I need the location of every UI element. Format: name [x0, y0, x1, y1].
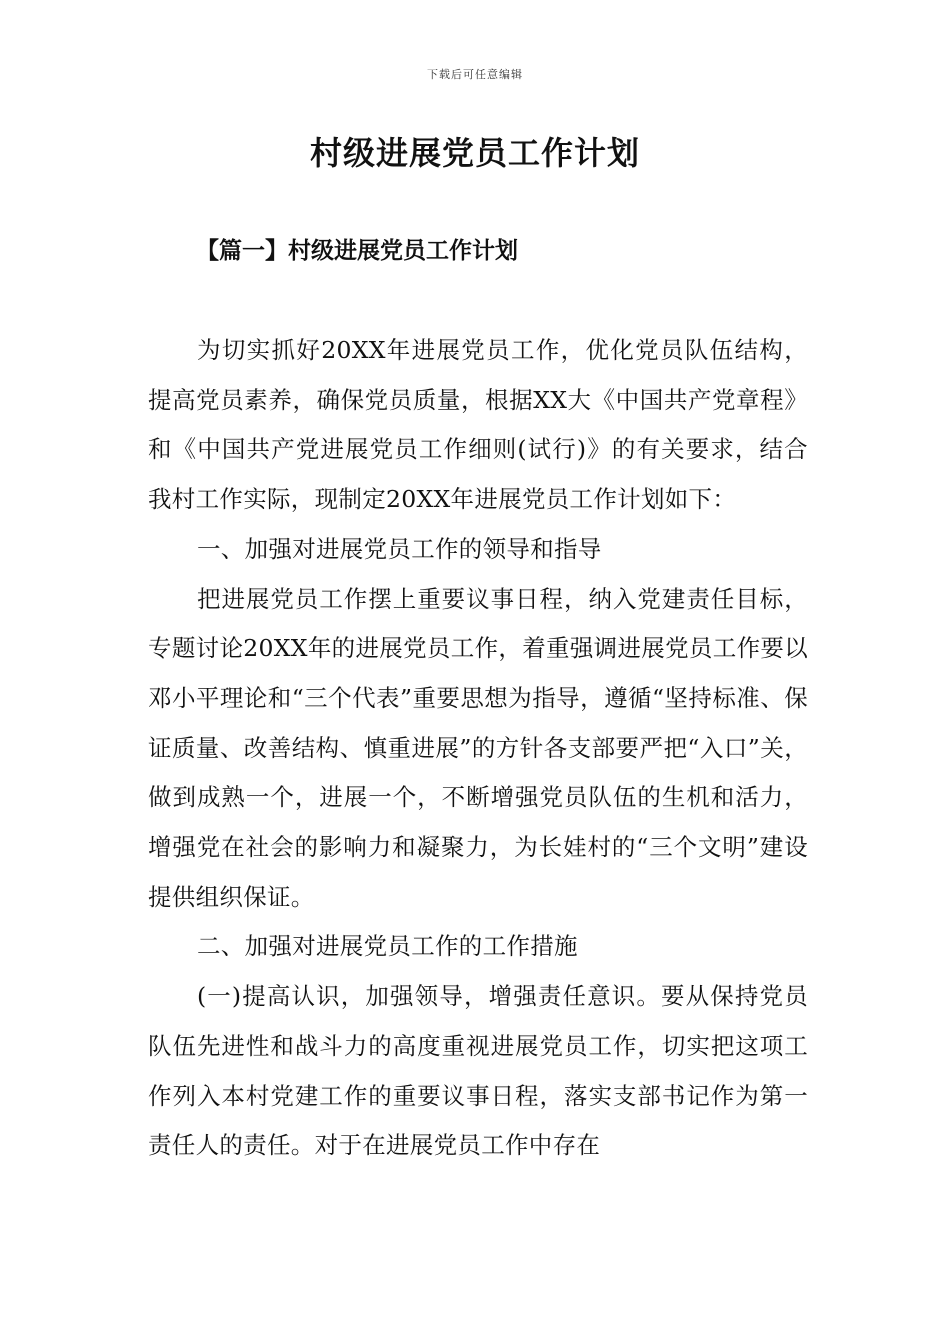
header-note: 下载后可任意编辑: [427, 68, 523, 81]
document-body: [148, 326, 808, 1171]
paragraph-heading-1: 一、加强对进展党员工作的领导和指导: [197, 534, 602, 563]
paragraph-measures: (一)提高认识，加强领导，增强责任意识。要从保持党员队伍先进性和战斗力的高度重视进展党员工作，切实把这项工作列入本村党建工作的重要议事日程，落实支部书记作为第一责任人的责任。对于在进展党员工作中存在: [148, 982, 808, 1160]
paragraph-leadership: 把进展党员工作摆上重要议事日程，纳入党建责任目标，专题讨论20XX年的进展党员工作，着重强调进展党员工作要以邓小平理论和“三个代表”重要思想为指导，遵循“坚持标准、保证质量、改善结构、慎重进展”的方针各支部要严把“入口”关，做到成熟一个，进展一个，不断增强党员队伍的生机和活力，增强党在社会的影响力和凝聚力，为长娃村的“三个文明”建设提供组织保证。: [148, 584, 808, 911]
document-title: 村级进展党员工作计划: [309, 134, 640, 172]
paragraph-intro: 为切实抓好20XX年进展党员工作，优化党员队伍结构，提高党员素养，确保党员质量，根据XX大《中国共产党章程》和《中国共产党进展党员工作细则(试行)》的有关要求，结合我村工作实际，现制定20XX年进展党员工作计划如下：: [148, 336, 808, 514]
paragraph-heading-2: 二、加强对进展党员工作的工作措施: [197, 932, 578, 961]
section-heading: 【篇一】村级进展党员工作计划: [196, 237, 518, 264]
